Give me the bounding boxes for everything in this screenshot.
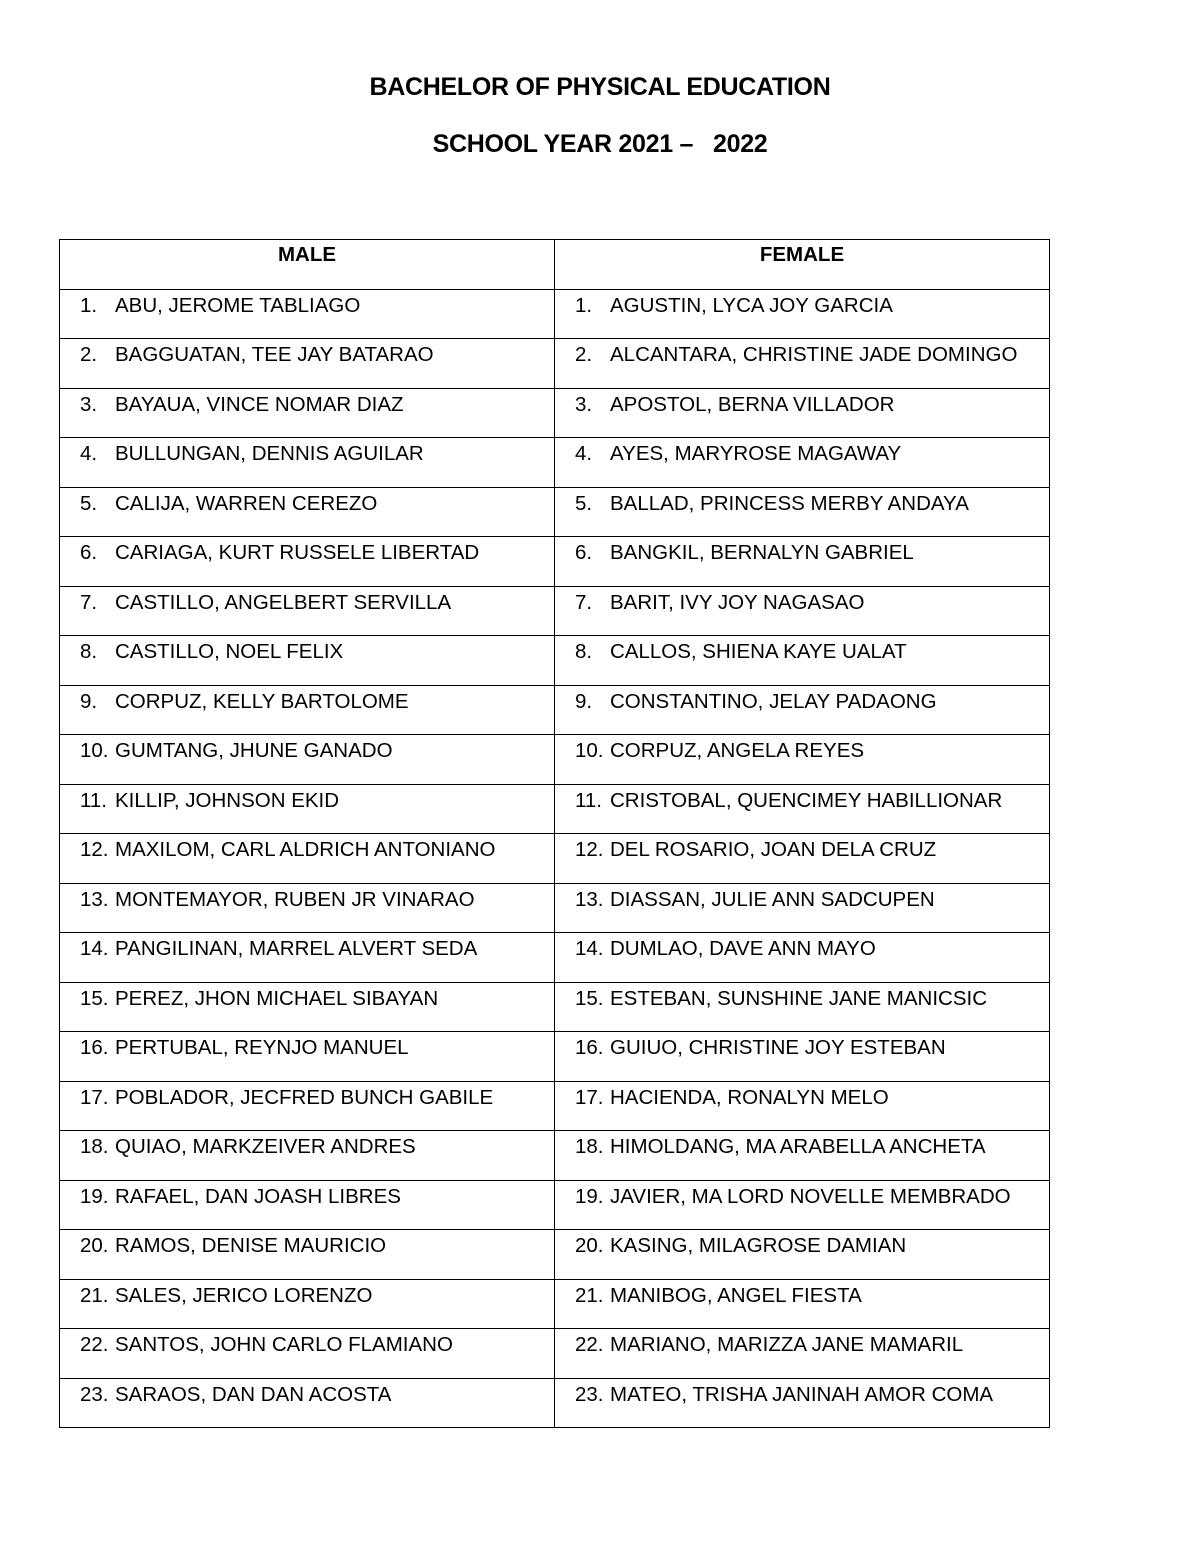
- female-student-name: MANIBOG, ANGEL FIESTA: [610, 1283, 862, 1307]
- male-student-cell: [60, 487, 555, 537]
- male-student-cell: [60, 883, 555, 933]
- male-student-cell: [60, 586, 555, 636]
- female-list-number: 16.: [575, 1036, 604, 1059]
- male-student-cell: [60, 685, 555, 735]
- table-row: [60, 685, 1050, 735]
- male-column-header: MALE: [60, 240, 555, 290]
- male-student-name: PANGILINAN, MARREL ALVERT SEDA: [115, 937, 478, 960]
- female-student-name: HIMOLDANG, MA ARABELLA ANCHETA: [610, 1135, 986, 1158]
- table-row: [60, 636, 1050, 686]
- male-student-cell: [60, 735, 555, 785]
- female-student-cell: [555, 586, 1050, 636]
- female-student-cell: [555, 289, 1050, 339]
- male-list-number: 17.: [80, 1085, 109, 1109]
- female-student-cell: [555, 1081, 1050, 1131]
- male-list-number: 8.: [80, 640, 98, 663]
- table-row: [60, 982, 1050, 1032]
- table-row: [60, 537, 1050, 587]
- male-student-cell: [60, 388, 555, 438]
- male-student-name: BAGGUATAN, TEE JAY BATARAO: [115, 343, 434, 366]
- male-student-cell: [60, 784, 555, 834]
- male-student-name: BULLUNGAN, DENNIS AGUILAR: [115, 442, 424, 465]
- male-student-name: CASTILLO, ANGELBERT SERVILLA: [115, 590, 452, 614]
- female-list-number: 12.: [575, 838, 604, 861]
- female-student-name: AGUSTIN, LYCA JOY GARCIA: [610, 293, 893, 317]
- table-row: [60, 784, 1050, 834]
- male-student-name: SALES, JERICO LORENZO: [115, 1283, 373, 1307]
- male-student-cell: [60, 1180, 555, 1230]
- table-row: [60, 1329, 1050, 1379]
- female-list-number: 11.: [575, 788, 602, 812]
- male-student-name: SANTOS, JOHN CARLO FLAMIANO: [115, 1333, 453, 1356]
- male-student-name: CARIAGA, KURT RUSSELE LIBERTAD: [115, 541, 480, 564]
- female-list-number: 21.: [575, 1283, 604, 1307]
- table-row: [60, 933, 1050, 983]
- male-student-cell: [60, 339, 555, 389]
- female-column-header: FEMALE: [555, 240, 1050, 290]
- male-list-number: 21.: [80, 1283, 109, 1307]
- table-row: [60, 735, 1050, 785]
- female-student-name: APOSTOL, BERNA VILLADOR: [610, 392, 895, 416]
- male-student-cell: [60, 1230, 555, 1280]
- female-student-name: BANGKIL, BERNALYN GABRIEL: [610, 541, 914, 564]
- female-student-cell: [555, 339, 1050, 389]
- female-student-cell: [555, 685, 1050, 735]
- female-list-number: 4.: [575, 442, 593, 465]
- female-student-name: CORPUZ, ANGELA REYES: [610, 739, 865, 762]
- female-list-number: 17.: [575, 1085, 604, 1109]
- document-title: BACHELOR OF PHYSICAL EDUCATION: [369, 73, 831, 101]
- female-student-name: CRISTOBAL, QUENCIMEY HABILLIONAR: [610, 788, 1003, 812]
- female-list-number: 14.: [575, 937, 604, 960]
- male-student-cell: [60, 636, 555, 686]
- female-list-number: 2.: [575, 343, 593, 366]
- male-student-name: KILLIP, JOHNSON EKID: [115, 788, 340, 812]
- male-student-name: GUMTANG, JHUNE GANADO: [115, 739, 393, 762]
- female-list-number: 13.: [575, 887, 604, 911]
- female-student-name: DUMLAO, DAVE ANN MAYO: [610, 937, 876, 960]
- female-student-name: BARIT, IVY JOY NAGASAO: [610, 590, 865, 614]
- male-list-number: 22.: [80, 1333, 109, 1356]
- male-list-number: 9.: [80, 689, 98, 713]
- female-student-cell: [555, 1279, 1050, 1329]
- female-student-cell: [555, 1378, 1050, 1428]
- female-student-cell: [555, 735, 1050, 785]
- table-row: [60, 388, 1050, 438]
- female-student-name: MARIANO, MARIZZA JANE MAMARIL: [610, 1333, 964, 1356]
- table-row: [60, 1131, 1050, 1181]
- male-student-name: RAFAEL, DAN JOASH LIBRES: [115, 1184, 401, 1208]
- male-list-number: 23.: [80, 1382, 109, 1406]
- male-student-cell: [60, 537, 555, 587]
- male-student-cell: [60, 1081, 555, 1131]
- male-list-number: 3.: [80, 392, 98, 416]
- female-list-number: 6.: [575, 541, 593, 564]
- female-student-name: DEL ROSARIO, JOAN DELA CRUZ: [610, 838, 937, 861]
- male-list-number: 20.: [80, 1234, 109, 1257]
- male-list-number: 5.: [80, 491, 98, 515]
- male-list-number: 4.: [80, 442, 98, 465]
- male-list-number: 12.: [80, 838, 109, 861]
- male-student-name: PERTUBAL, REYNJO MANUEL: [115, 1036, 409, 1059]
- female-student-cell: [555, 487, 1050, 537]
- female-student-cell: [555, 1180, 1050, 1230]
- female-student-name: CONSTANTINO, JELAY PADAONG: [610, 689, 937, 713]
- female-student-name: BALLAD, PRINCESS MERBY ANDAYA: [610, 491, 969, 515]
- male-student-name: POBLADOR, JECFRED BUNCH GABILE: [115, 1085, 494, 1109]
- male-list-number: 11.: [80, 788, 107, 812]
- table-row: [60, 339, 1050, 389]
- male-list-number: 1.: [80, 293, 98, 317]
- male-list-number: 10.: [80, 739, 109, 762]
- female-student-cell: [555, 982, 1050, 1032]
- male-student-cell: [60, 1131, 555, 1181]
- male-student-cell: [60, 1279, 555, 1329]
- female-student-cell: [555, 636, 1050, 686]
- female-student-cell: [555, 438, 1050, 488]
- table-header-row: [60, 240, 1050, 290]
- male-list-number: 2.: [80, 343, 98, 366]
- male-list-number: 19.: [80, 1184, 109, 1208]
- female-student-cell: [555, 933, 1050, 983]
- female-student-cell: [555, 784, 1050, 834]
- table-row: [60, 438, 1050, 488]
- male-student-cell: [60, 982, 555, 1032]
- male-student-name: PEREZ, JHON MICHAEL SIBAYAN: [115, 986, 439, 1010]
- male-student-name: SARAOS, DAN DAN ACOSTA: [115, 1382, 392, 1406]
- table-row: [60, 883, 1050, 933]
- female-list-number: 1.: [575, 293, 593, 317]
- male-student-cell: [60, 1329, 555, 1379]
- female-student-cell: [555, 834, 1050, 884]
- male-list-number: 14.: [80, 937, 109, 960]
- female-student-name: HACIENDA, RONALYN MELO: [610, 1085, 889, 1109]
- female-list-number: 9.: [575, 689, 593, 713]
- roster-body: [60, 289, 1050, 1428]
- female-list-number: 8.: [575, 640, 593, 663]
- male-student-name: MAXILOM, CARL ALDRICH ANTONIANO: [115, 838, 496, 861]
- female-list-number: 19.: [575, 1184, 604, 1208]
- female-student-name: ALCANTARA, CHRISTINE JADE DOMINGO: [610, 343, 1018, 366]
- male-student-name: BAYAUA, VINCE NOMAR DIAZ: [115, 392, 404, 416]
- female-student-cell: [555, 388, 1050, 438]
- female-student-name: KASING, MILAGROSE DAMIAN: [610, 1234, 907, 1257]
- male-student-cell: [60, 1378, 555, 1428]
- male-student-cell: [60, 438, 555, 488]
- female-student-name: DIASSAN, JULIE ANN SADCUPEN: [610, 887, 935, 911]
- table-row: [60, 834, 1050, 884]
- male-student-cell: [60, 289, 555, 339]
- male-list-number: 13.: [80, 887, 109, 911]
- school-year-subtitle: SCHOOL YEAR 2021 – 2022: [432, 130, 768, 158]
- male-student-name: MONTEMAYOR, RUBEN JR VINARAO: [115, 887, 475, 911]
- table-row: [60, 1230, 1050, 1280]
- female-list-number: 5.: [575, 491, 593, 515]
- table-row: [60, 1081, 1050, 1131]
- table-row: [60, 1180, 1050, 1230]
- male-list-number: 18.: [80, 1135, 109, 1158]
- table-row: [60, 1032, 1050, 1082]
- female-student-name: AYES, MARYROSE MAGAWAY: [610, 442, 902, 465]
- male-list-number: 7.: [80, 590, 98, 614]
- table-row: [60, 487, 1050, 537]
- female-list-number: 7.: [575, 590, 593, 614]
- female-student-name: CALLOS, SHIENA KAYE UALAT: [610, 640, 907, 663]
- female-student-name: MATEO, TRISHA JANINAH AMOR COMA: [610, 1382, 994, 1406]
- male-list-number: 6.: [80, 541, 98, 564]
- female-student-name: ESTEBAN, SUNSHINE JANE MANICSIC: [610, 986, 988, 1010]
- female-student-cell: [555, 1230, 1050, 1280]
- female-list-number: 23.: [575, 1382, 604, 1406]
- male-student-cell: [60, 834, 555, 884]
- female-student-cell: [555, 883, 1050, 933]
- female-student-name: GUIUO, CHRISTINE JOY ESTEBAN: [610, 1036, 946, 1059]
- table-row: [60, 289, 1050, 339]
- student-roster-table: [59, 239, 1050, 1428]
- table-row: [60, 1378, 1050, 1428]
- female-student-name: JAVIER, MA LORD NOVELLE MEMBRADO: [610, 1184, 1011, 1208]
- table-row: [60, 1279, 1050, 1329]
- male-student-name: QUIAO, MARKZEIVER ANDRES: [115, 1135, 416, 1158]
- female-list-number: 20.: [575, 1234, 604, 1257]
- female-list-number: 18.: [575, 1135, 604, 1158]
- female-student-cell: [555, 1032, 1050, 1082]
- male-student-name: RAMOS, DENISE MAURICIO: [115, 1234, 387, 1257]
- table-row: [60, 586, 1050, 636]
- female-list-number: 22.: [575, 1333, 604, 1356]
- male-student-name: CALIJA, WARREN CEREZO: [115, 491, 378, 515]
- male-student-cell: [60, 933, 555, 983]
- male-student-name: CORPUZ, KELLY BARTOLOME: [115, 689, 409, 713]
- female-list-number: 15.: [575, 986, 604, 1010]
- male-student-cell: [60, 1032, 555, 1082]
- male-list-number: 15.: [80, 986, 109, 1010]
- female-list-number: 3.: [575, 392, 593, 416]
- female-student-cell: [555, 537, 1050, 587]
- female-list-number: 10.: [575, 739, 604, 762]
- male-list-number: 16.: [80, 1036, 109, 1059]
- male-student-name: ABU, JEROME TABLIAGO: [115, 293, 361, 317]
- male-student-name: CASTILLO, NOEL FELIX: [115, 640, 344, 663]
- female-student-cell: [555, 1329, 1050, 1379]
- female-student-cell: [555, 1131, 1050, 1181]
